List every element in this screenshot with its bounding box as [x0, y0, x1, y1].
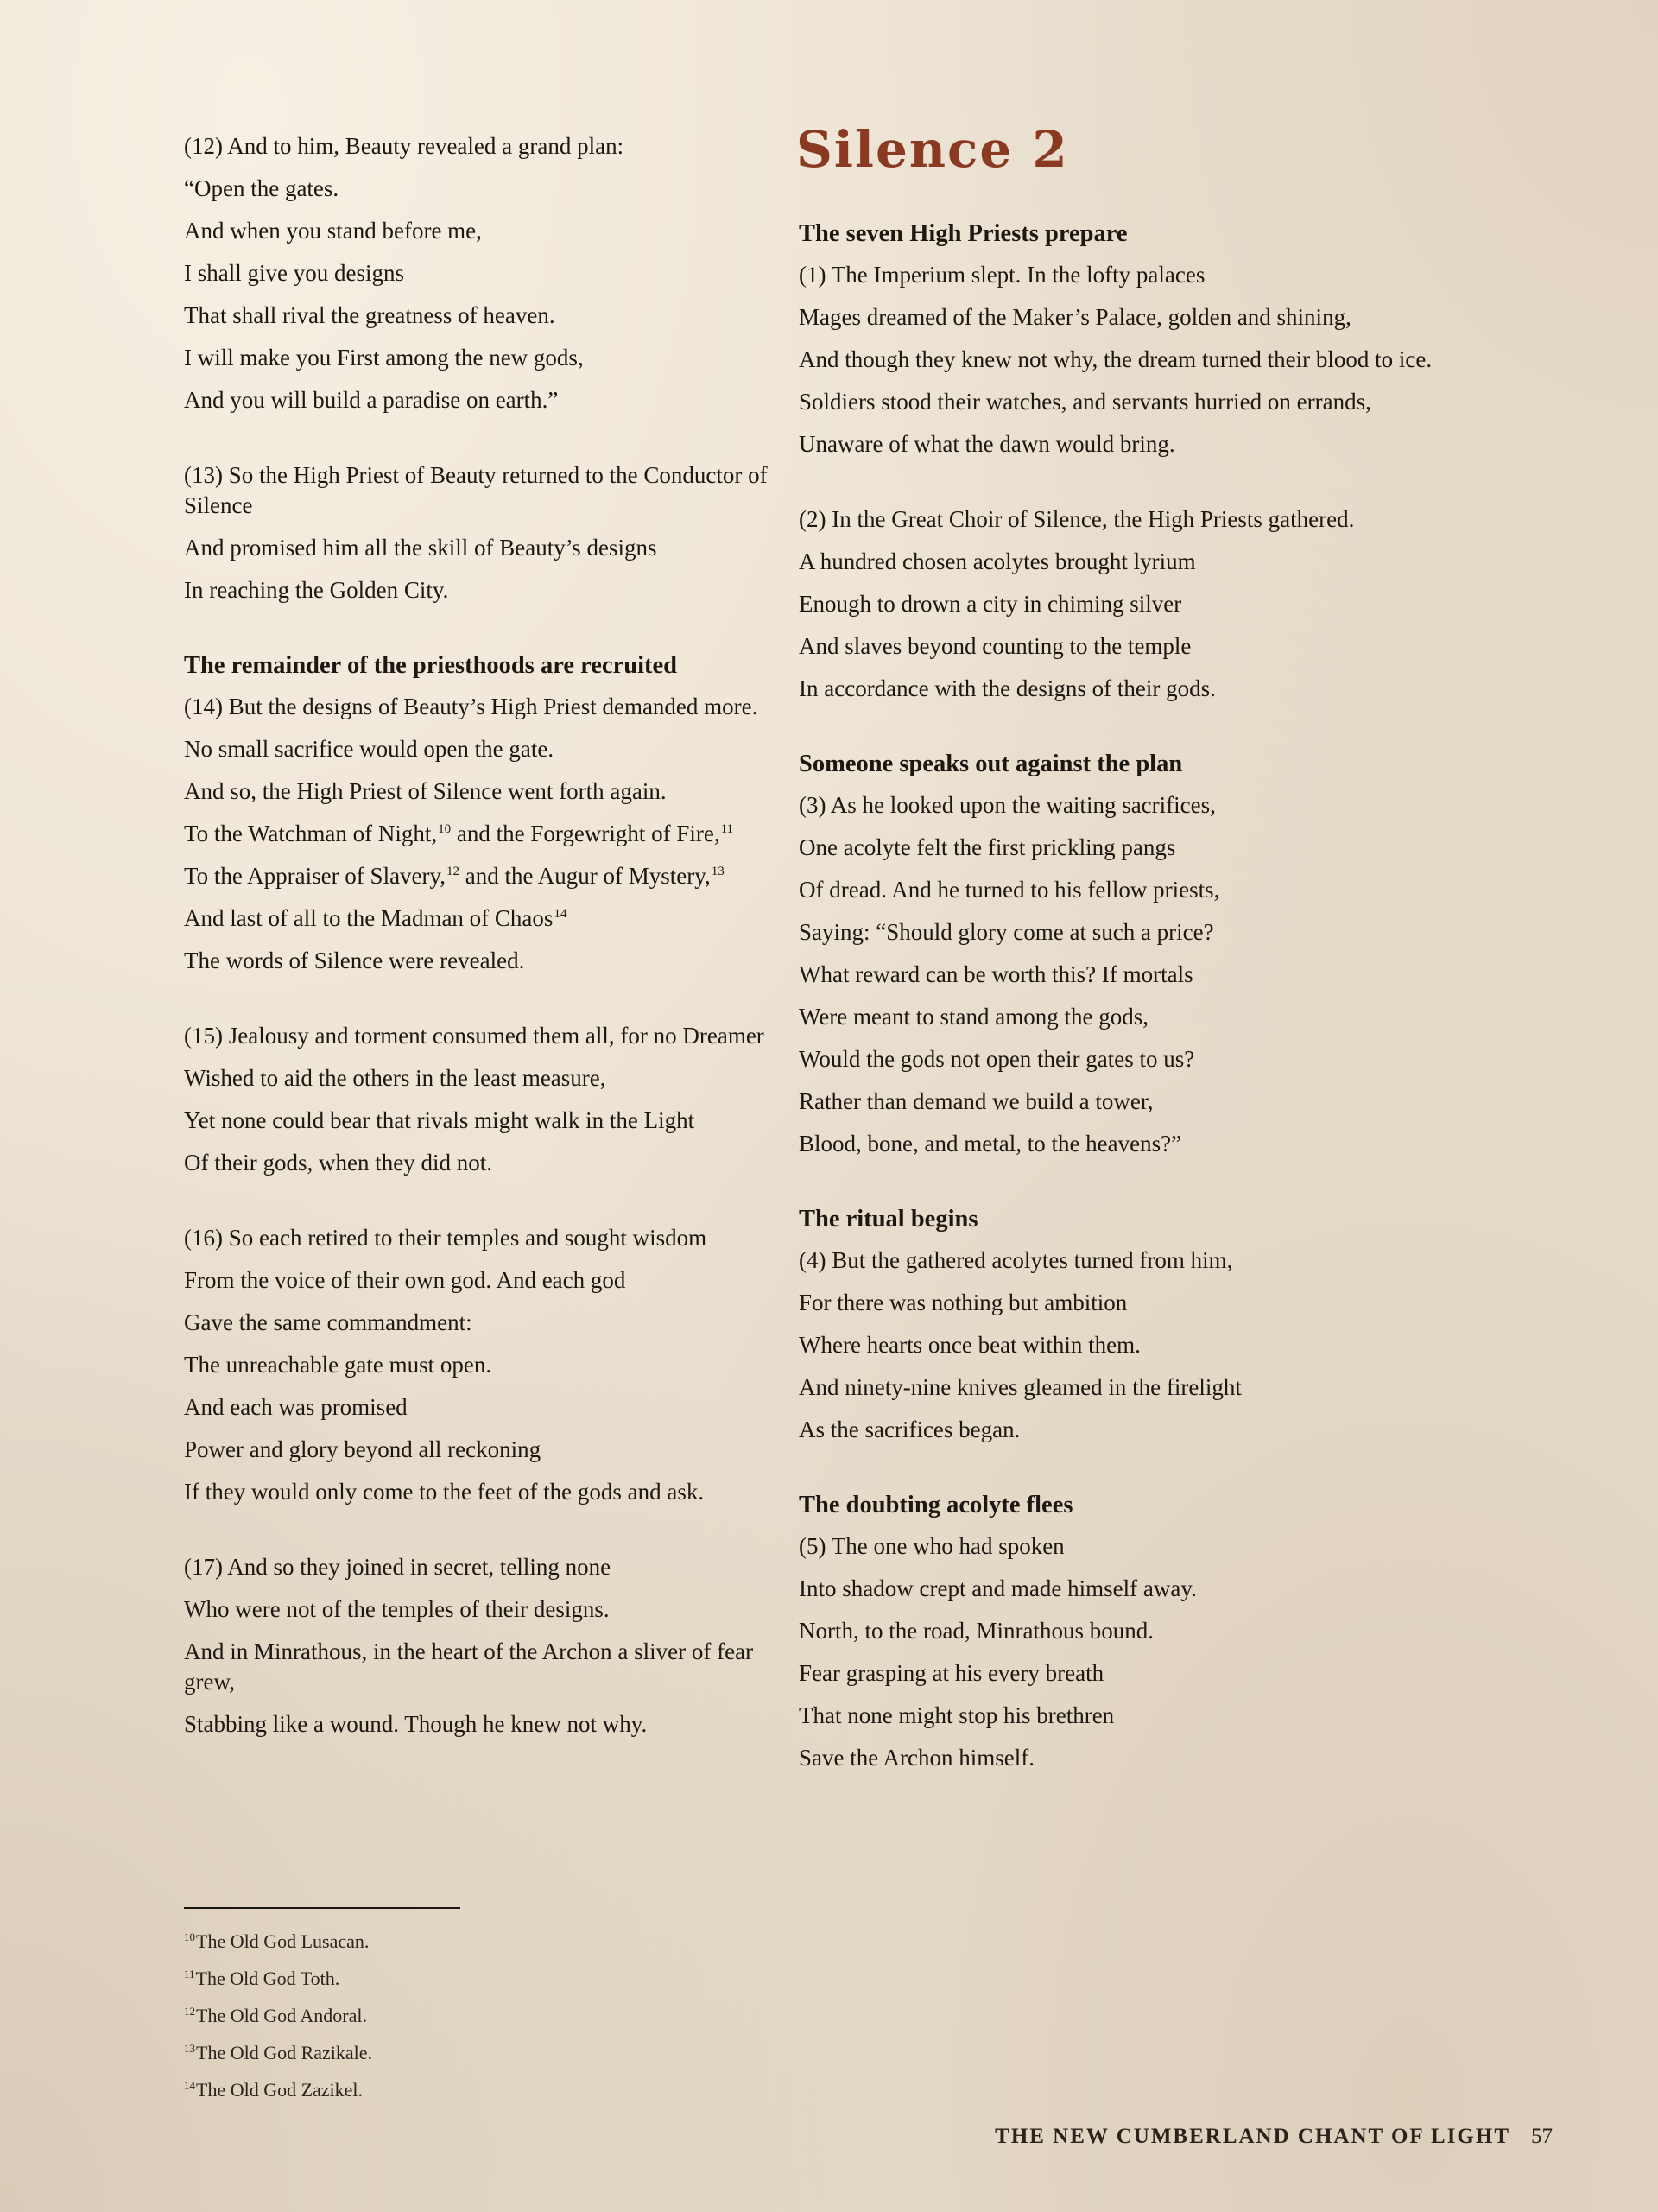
footnote-text: The Old God Lusacan.	[196, 1930, 370, 1952]
verse-line: Where hearts once beat within them.	[799, 1332, 1141, 1358]
verse-line: (3) As he looked upon the waiting sacrifices,	[799, 792, 1216, 818]
verse-line: I will make you First among the new gods,	[184, 345, 584, 371]
verse-line: (1) The Imperium slept. In the lofty palaces	[799, 262, 1206, 288]
section-4	[799, 1204, 1464, 1445]
verse-line: (15) Jealousy and torment consumed them all, for no Dreamer	[184, 1023, 764, 1049]
verse-line: (13) So the High Priest of Beauty returned to the Conductor of Silence	[184, 462, 768, 518]
footnote-12	[184, 2004, 702, 2028]
verse-line: No small sacrifice would open the gate.	[184, 736, 554, 762]
verse-line: Mages dreamed of the Maker’s Palace, golden and shining,	[799, 304, 1351, 330]
left-column	[184, 131, 780, 1752]
verse-line: Soldiers stood their watches, and servants hurried on errands,	[799, 389, 1371, 415]
section-5	[799, 1490, 1464, 1773]
verse-line: For there was nothing but ambition	[799, 1290, 1128, 1315]
verse-line: Yet none could bear that rivals might walk in the Light	[184, 1107, 695, 1133]
footnote-ref[interactable]: 11	[720, 822, 734, 836]
footnote-number: 10	[184, 1930, 195, 1943]
footnote-text: The Old God Andoral.	[196, 2005, 367, 2026]
verse-line: (5) The one who had spoken	[799, 1533, 1065, 1559]
verse-line: (14) But the designs of Beauty’s High Priest demanded more.	[184, 694, 758, 719]
verse-line: And promised him all the skill of Beauty’s designs	[184, 535, 657, 561]
verse-line: Were meant to stand among the gods,	[799, 1004, 1149, 1030]
running-footer	[995, 2125, 1553, 2149]
footnote-text: The Old God Zazikel.	[196, 2079, 364, 2101]
verse-line: (12) And to him, Beauty revealed a grand plan:	[184, 133, 624, 159]
footnote-ref[interactable]: 12	[446, 865, 460, 878]
stanza-15	[184, 1021, 780, 1178]
right-column	[796, 120, 1464, 1785]
verse-line: That none might stop his brethren	[799, 1702, 1115, 1728]
verse-line: Of their gods, when they did not.	[184, 1150, 492, 1176]
verse-line: And you will build a paradise on earth.”	[184, 387, 559, 413]
section-heading: The seven High Priests prepare	[799, 220, 1128, 247]
verse-line: One acolyte felt the first prickling pangs	[799, 834, 1176, 860]
footnote-10	[184, 1930, 702, 1954]
footnote-number: 12	[184, 2004, 195, 2018]
verse-line: Wished to aid the others in the least measure,	[184, 1065, 606, 1091]
verse-line: And ninety-nine knives gleamed in the firelight	[799, 1374, 1242, 1400]
verse-line: (16) So each retired to their temples and sought wisdom	[184, 1225, 707, 1251]
verse-line: And though they knew not why, the dream turned their blood to ice.	[799, 346, 1433, 372]
footnote-ref[interactable]: 13	[711, 865, 725, 878]
book-title: THE NEW CUMBERLAND CHANT OF LIGHT	[995, 2125, 1510, 2148]
verse-line: In reaching the Golden City.	[184, 577, 449, 603]
verse-line: Into shadow crept and made himself away.	[799, 1575, 1197, 1601]
verse-line: Fear grasping at his every breath	[799, 1660, 1104, 1686]
verse-line: What reward can be worth this? If mortals	[799, 961, 1193, 987]
verse-line-appraiser	[184, 861, 780, 891]
verse-line: If they would only come to the feet of the gods and ask.	[184, 1479, 705, 1505]
stanza-16	[184, 1223, 780, 1507]
verse-line: A hundred chosen acolytes brought lyrium	[799, 548, 1196, 574]
section-3	[799, 749, 1464, 1159]
footnote-ref[interactable]: 14	[554, 907, 567, 921]
section-heading: The doubting acolyte flees	[799, 1492, 1073, 1518]
footnotes	[184, 1907, 702, 2115]
verse-line: And in Minrathous, in the heart of the Archon a sliver of fear grew,	[184, 1638, 754, 1695]
verse-line: And when you stand before me,	[184, 218, 482, 244]
verse-line: The words of Silence were revealed.	[184, 948, 525, 973]
section-2	[799, 504, 1464, 704]
verse-text: And last of all to the Madman of Chaos	[184, 905, 554, 931]
footnote-number: 14	[184, 2078, 195, 2092]
section-heading: The remainder of the priesthoods are recruited	[184, 652, 677, 679]
verse-line: Gave the same commandment:	[184, 1309, 472, 1335]
verse-line: And so, the High Priest of Silence went forth again.	[184, 778, 667, 804]
verse-line: Who were not of the temples of their designs.	[184, 1596, 610, 1622]
verse-line: Unaware of what the dawn would bring.	[799, 431, 1175, 457]
verse-line: That shall rival the greatness of heaven.	[184, 302, 555, 328]
footnote-divider	[184, 1907, 460, 1909]
page-number: 57	[1531, 2125, 1553, 2148]
footnote-11	[184, 1967, 702, 1991]
footnote-number: 11	[184, 1967, 195, 1981]
verse-line: I shall give you designs	[184, 260, 404, 286]
verse-line: From the voice of their own god. And each god	[184, 1267, 626, 1293]
verse-line: And slaves beyond counting to the temple	[799, 633, 1192, 659]
verse-line: Power and glory beyond all reckoning	[184, 1436, 541, 1462]
verse-text: and the Augur of Mystery,	[459, 863, 711, 889]
section-1	[799, 219, 1464, 460]
section-heading: The ritual begins	[799, 1206, 978, 1233]
verse-line: Saying: “Should glory come at such a price?	[799, 919, 1214, 945]
footnote-text: The Old God Razikale.	[196, 2042, 373, 2063]
verse-line: As the sacrifices began.	[799, 1417, 1021, 1442]
footnote-14	[184, 2078, 702, 2102]
footnote-number: 13	[184, 2041, 195, 2055]
verse-line-madman	[184, 903, 780, 934]
footnote-text: The Old God Toth.	[195, 1968, 340, 1989]
verse-line: Enough to drown a city in chiming silver	[799, 591, 1182, 617]
verse-line: Blood, bone, and metal, to the heavens?”	[799, 1131, 1182, 1157]
verse-line: “Open the gates.	[184, 175, 339, 201]
footnote-13	[184, 2041, 702, 2065]
verse-text: and the Forgewright of Fire,	[451, 821, 720, 846]
stanza-17	[184, 1552, 780, 1740]
verse-text: To the Watchman of Night,	[184, 821, 438, 846]
chapter-title: Silence 2	[796, 120, 1069, 179]
verse-line: (2) In the Great Choir of Silence, the High Priests gathered.	[799, 506, 1355, 532]
verse-text: To the Appraiser of Slavery,	[184, 863, 446, 889]
stanza-12	[184, 131, 780, 415]
stanza-13	[184, 460, 780, 605]
verse-line: Of dread. And he turned to his fellow priests,	[799, 877, 1220, 903]
verse-line: (4) But the gathered acolytes turned from him,	[799, 1247, 1233, 1273]
verse-line: North, to the road, Minrathous bound.	[799, 1618, 1154, 1644]
verse-line: Save the Archon himself.	[799, 1745, 1035, 1771]
verse-line-watchman	[184, 819, 780, 849]
verse-line: The unreachable gate must open.	[184, 1352, 492, 1378]
verse-line: Would the gods not open their gates to us?	[799, 1046, 1195, 1072]
verse-line: In accordance with the designs of their gods.	[799, 675, 1216, 701]
stanza-14	[184, 650, 780, 976]
section-heading: Someone speaks out against the plan	[799, 751, 1183, 777]
verse-line: Rather than demand we build a tower,	[799, 1088, 1154, 1114]
verse-line: And each was promised	[184, 1394, 408, 1420]
verse-line: Stabbing like a wound. Though he knew not why.	[184, 1711, 648, 1737]
verse-line: (17) And so they joined in secret, telling none	[184, 1554, 611, 1580]
footnote-ref[interactable]: 10	[438, 822, 452, 836]
